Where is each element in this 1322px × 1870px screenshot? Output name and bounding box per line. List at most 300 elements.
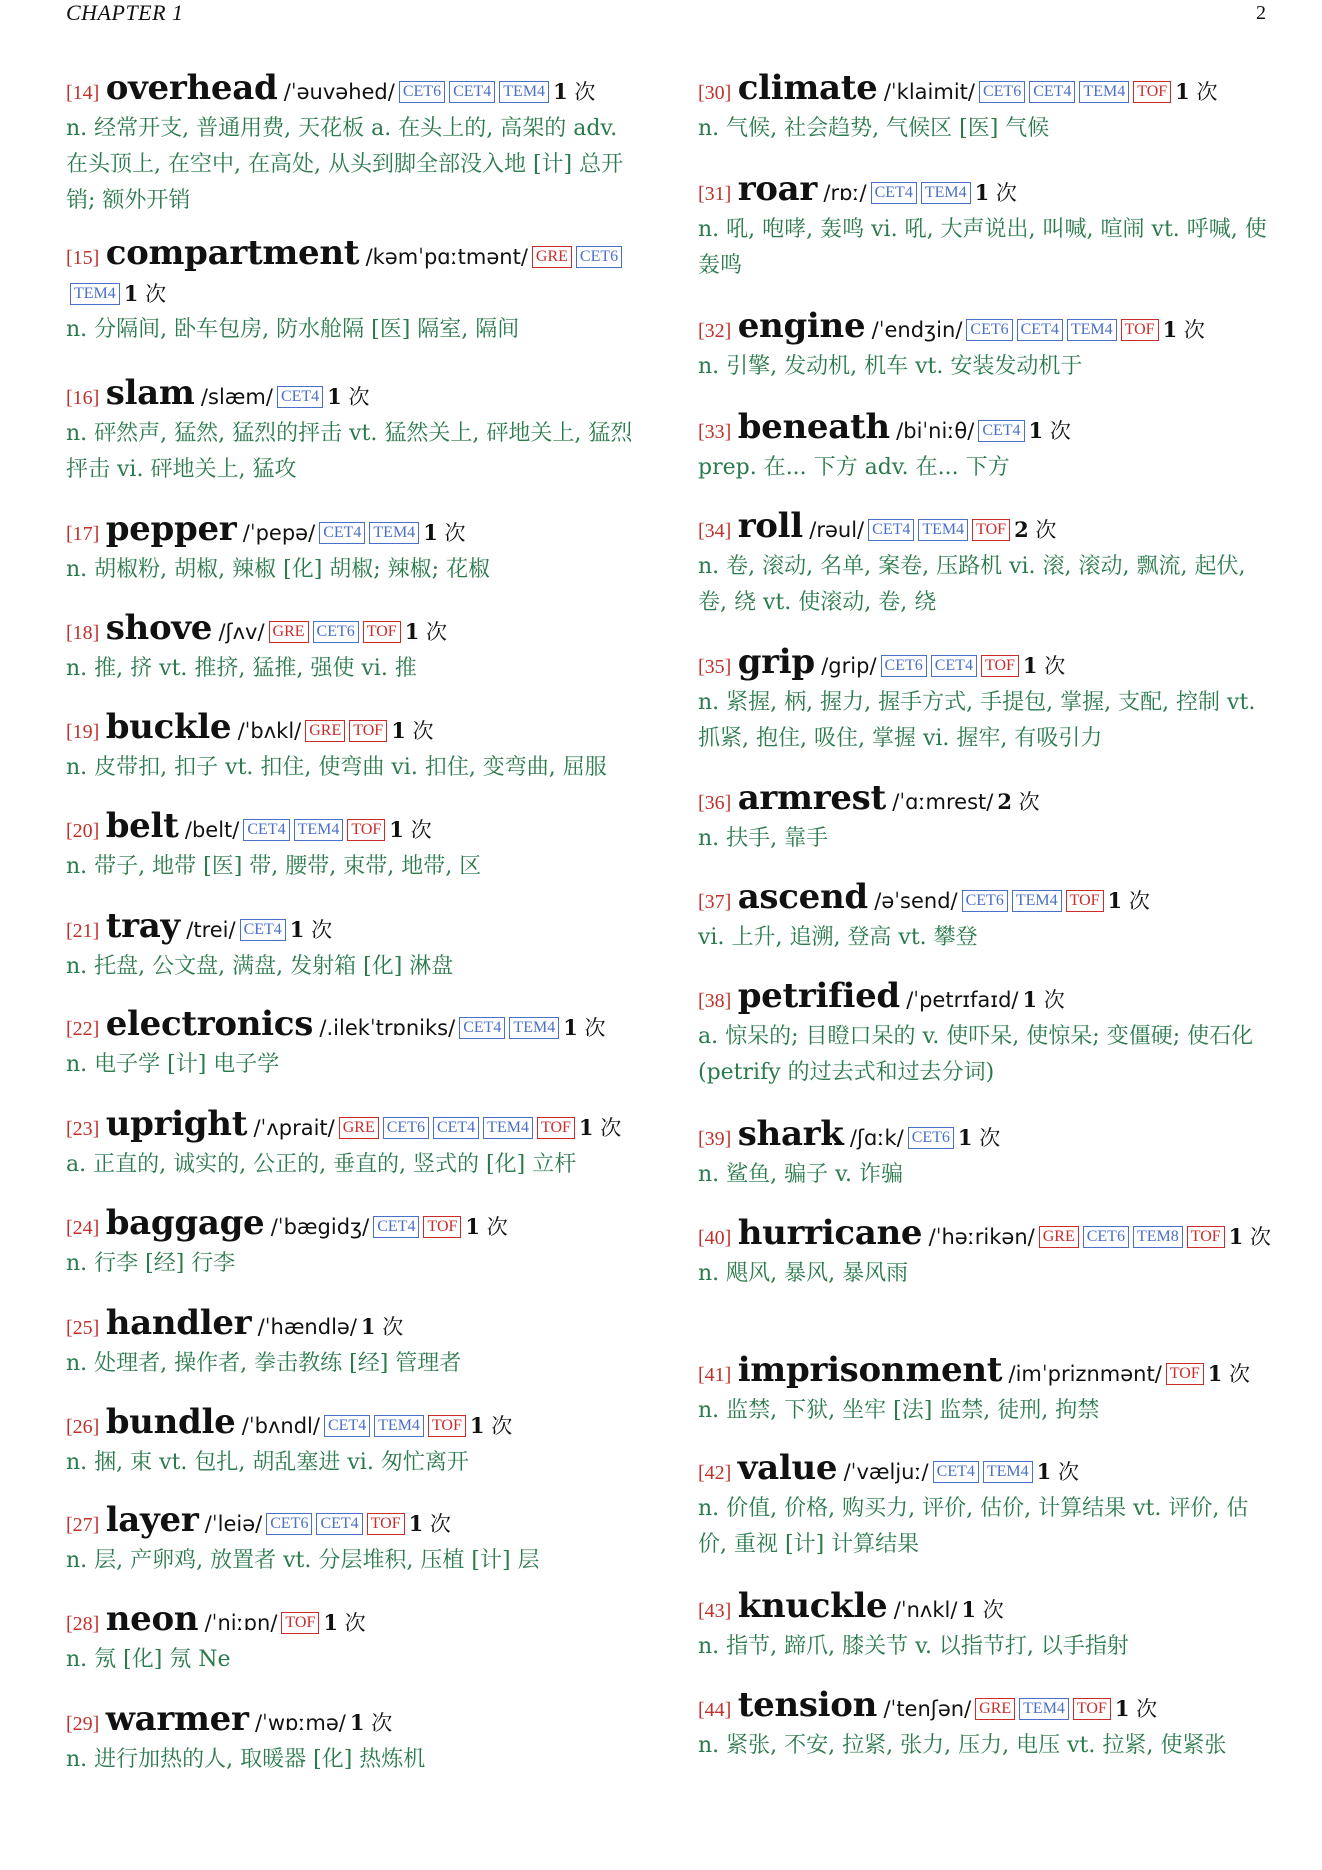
frequency-number: 1 <box>389 817 404 842</box>
frequency-number: 1 <box>408 1511 424 1536</box>
headword: imprisonment <box>737 1350 1003 1390</box>
pronunciation: /ʃɑːk/ <box>849 1126 904 1150</box>
pronunciation: /ˈnʌkl/ <box>893 1598 958 1622</box>
frequency-count <box>470 1414 512 1438</box>
headword: layer <box>105 1500 199 1540</box>
pronunciation: /rɒː/ <box>823 181 867 205</box>
frequency-unit: 次 <box>995 181 1017 205</box>
exam-tag-tem4: TEM4 <box>374 1415 424 1437</box>
entry-number: [17] <box>66 523 100 545</box>
pronunciation: /ˈbægidʒ/ <box>270 1215 370 1239</box>
frequency-count <box>350 1711 392 1735</box>
exam-tag-cet6: CET6 <box>383 1117 429 1139</box>
frequency-number: 1 <box>404 619 420 644</box>
frequency-unit: 次 <box>1229 1362 1251 1386</box>
exam-tag-cet4: CET4 <box>324 1415 370 1437</box>
exam-tag-tof: TOF <box>1166 1363 1204 1385</box>
exam-tag-cet4: CET4 <box>373 1216 419 1238</box>
entry-headline <box>698 978 1274 1019</box>
frequency-unit: 次 <box>491 1414 513 1438</box>
frequency-unit: 次 <box>426 620 448 644</box>
headword: petrified <box>737 976 900 1016</box>
frequency-unit: 次 <box>429 1512 451 1536</box>
entry-headline <box>698 171 1274 212</box>
headword: belt <box>105 806 179 846</box>
frequency-number: 1 <box>961 1597 977 1622</box>
exam-tag-cet4: CET4 <box>316 1513 362 1535</box>
dictionary-entry <box>66 1006 636 1083</box>
entry-headline <box>698 409 1274 450</box>
definition: n. 推, 挤 vt. 推挤, 猛推, 强使 vi. 推 <box>66 656 417 681</box>
frequency-unit: 次 <box>982 1598 1004 1622</box>
frequency-number: 1 <box>553 79 568 104</box>
exam-tag-gre: GRE <box>975 1698 1015 1720</box>
entry-headline <box>698 1450 1274 1491</box>
frequency-number: 1 <box>1022 653 1038 678</box>
entry-number: [19] <box>66 721 100 743</box>
pronunciation: /ˈhændlə/ <box>257 1315 357 1339</box>
dictionary-entry <box>698 1450 1274 1563</box>
pronunciation: /ˈʌprait/ <box>253 1116 335 1140</box>
exam-tag-cet6: CET6 <box>962 890 1008 912</box>
headword: grip <box>737 642 815 682</box>
frequency-count <box>1014 518 1056 542</box>
dictionary-entry <box>66 235 636 348</box>
frequency-number: 1 <box>1114 1696 1130 1721</box>
definition: n. 经常开支, 普通用费, 天花板 a. 在头上的, 高架的 adv. 在头顶上, 在空中, 在高处, 从头到脚全部没入地 [计] 总开销; 额外开销 <box>66 116 624 213</box>
frequency-number: 1 <box>323 1610 338 1635</box>
frequency-unit: 次 <box>382 1315 404 1339</box>
chapter-title: CHAPTER 1 <box>66 0 184 25</box>
entry-number: [44] <box>698 1699 732 1721</box>
headword: upright <box>105 1104 248 1144</box>
pronunciation: /ˈbʌkl/ <box>237 719 302 743</box>
frequency-number: 1 <box>1228 1224 1244 1249</box>
definition: n. 进行加热的人, 取暖器 [化] 热炼机 <box>66 1747 426 1772</box>
dictionary-entry <box>66 1305 636 1382</box>
headword: handler <box>105 1303 252 1343</box>
frequency-count <box>389 818 431 842</box>
frequency-unit: 次 <box>311 918 333 942</box>
definition: n. 紧握, 柄, 握力, 握手方式, 手提包, 掌握, 支配, 控制 vt. 抓紧, 抱住, 吸住, 掌握 vi. 握牢, 有吸引力 <box>698 690 1256 751</box>
exam-tag-cet4: CET4 <box>449 81 495 103</box>
frequency-number: 1 <box>123 281 139 306</box>
exam-tag-tof: TOF <box>1133 81 1171 103</box>
exam-tag-tem4: TEM4 <box>1079 81 1129 103</box>
entry-headline <box>66 375 636 416</box>
headword: tray <box>105 906 180 946</box>
dictionary-entry <box>66 808 636 885</box>
frequency-count <box>958 1126 1000 1150</box>
frequency-number: 1 <box>1022 987 1038 1012</box>
definition: n. 指节, 蹄爪, 膝关节 v. 以指节打, 以手指射 <box>698 1634 1129 1659</box>
entry-headline <box>66 1701 636 1742</box>
exam-tag-cet6: CET6 <box>266 1513 312 1535</box>
definition: n. 氖 [化] 氖 Ne <box>66 1647 231 1672</box>
entry-headline <box>66 511 636 552</box>
definition: n. 卷, 滚动, 名单, 案卷, 压路机 vi. 滚, 滚动, 飘流, 起伏, 卷, 绕 vt. 使滚动, 卷, 绕 <box>698 554 1246 615</box>
pronunciation: /ˈəuvəhed/ <box>283 80 395 104</box>
frequency-number: 1 <box>974 180 990 205</box>
entry-number: [36] <box>698 792 732 814</box>
entry-headline <box>66 610 636 651</box>
frequency-count <box>961 1598 1003 1622</box>
definition: n. 带子, 地带 [医] 带, 腰带, 束带, 地带, 区 <box>66 854 482 879</box>
headword: overhead <box>105 68 278 108</box>
frequency-count <box>1029 419 1071 443</box>
frequency-unit: 次 <box>410 818 432 842</box>
frequency-count <box>1022 988 1064 1012</box>
exam-tag-cet4: CET4 <box>1017 319 1063 341</box>
headword: armrest <box>737 778 886 818</box>
headword: buckle <box>105 707 232 747</box>
headword: value <box>737 1448 838 1488</box>
headword: roar <box>737 169 818 209</box>
dictionary-entry <box>698 1116 1274 1193</box>
frequency-number: 1 <box>1036 1459 1052 1484</box>
entry-number: [29] <box>66 1713 100 1735</box>
entry-number: [24] <box>66 1217 100 1239</box>
page-number: 2 <box>1256 2 1266 24</box>
frequency-unit: 次 <box>486 1215 508 1239</box>
pronunciation: /ˈbʌndl/ <box>241 1414 320 1438</box>
definition: n. 吼, 咆哮, 轰鸣 vi. 吼, 大声说出, 叫喊, 喧闹 vt. 呼喊, 使轰鸣 <box>698 217 1267 278</box>
exam-tag-cet6: CET6 <box>979 81 1025 103</box>
frequency-count <box>405 620 447 644</box>
frequency-unit: 次 <box>444 521 466 545</box>
frequency-number: 1 <box>327 384 342 409</box>
exam-tag-cet6: CET6 <box>399 81 445 103</box>
entry-number: [30] <box>698 82 732 104</box>
pronunciation: /ˈpepə/ <box>242 521 316 545</box>
exam-tag-cet4: CET4 <box>433 1117 479 1139</box>
exam-tag-tof: TOF <box>347 819 385 841</box>
dictionary-entry <box>66 1106 636 1183</box>
pronunciation: /slæm/ <box>200 385 273 409</box>
definition: n. 价值, 价格, 购买力, 评价, 估价, 计算结果 vt. 评价, 估价, 重视 [计] 计算结果 <box>698 1496 1249 1557</box>
frequency-count <box>1108 889 1150 913</box>
frequency-unit: 次 <box>1035 518 1057 542</box>
frequency-unit: 次 <box>1057 1460 1079 1484</box>
frequency-unit: 次 <box>1128 889 1150 913</box>
entry-headline <box>698 70 1274 111</box>
exam-tag-tem4: TEM4 <box>294 819 344 841</box>
exam-tag-gre: GRE <box>532 246 572 268</box>
frequency-number: 1 <box>465 1214 481 1239</box>
exam-tag-tof: TOF <box>981 655 1019 677</box>
headword: warmer <box>105 1699 249 1739</box>
dictionary-entry <box>66 1601 636 1678</box>
frequency-count <box>1163 318 1205 342</box>
headword: ascend <box>737 877 868 917</box>
exam-tag-cet4: CET4 <box>978 420 1024 442</box>
entry-headline <box>698 1116 1274 1157</box>
frequency-unit: 次 <box>412 719 434 743</box>
exam-tag-tof: TOF <box>281 1612 319 1634</box>
exam-tag-tof: TOF <box>1187 1226 1225 1248</box>
pronunciation: /ˈendʒin/ <box>871 318 963 342</box>
exam-tag-gre: GRE <box>269 621 309 643</box>
headword: compartment <box>105 233 360 273</box>
entry-number: [27] <box>66 1514 100 1536</box>
dictionary-entry <box>698 409 1274 486</box>
frequency-number: 1 <box>957 1125 973 1150</box>
headword: climate <box>737 68 878 108</box>
dictionary-entry <box>66 511 636 588</box>
frequency-count <box>1229 1225 1271 1249</box>
entry-headline <box>66 1205 636 1246</box>
headword: roll <box>737 506 803 546</box>
frequency-unit: 次 <box>1044 654 1066 678</box>
entry-headline <box>698 1215 1274 1256</box>
entry-headline <box>698 1352 1274 1393</box>
dictionary-entry <box>698 1687 1274 1764</box>
frequency-unit: 次 <box>1043 988 1065 1012</box>
exam-tag-cet4: CET4 <box>933 1461 979 1483</box>
exam-tag-tem4: TEM4 <box>918 519 968 541</box>
frequency-count <box>1037 1460 1079 1484</box>
frequency-count <box>409 1512 451 1536</box>
exam-tag-cet4: CET4 <box>277 386 323 408</box>
exam-tag-tof: TOF <box>1073 1698 1111 1720</box>
exam-tag-cet4: CET4 <box>240 919 286 941</box>
exam-tag-tem4: TEM4 <box>1012 890 1062 912</box>
entry-number: [35] <box>698 656 732 678</box>
frequency-number: 1 <box>578 1115 594 1140</box>
pronunciation: /ʃʌv/ <box>218 620 265 644</box>
entry-headline <box>66 1106 636 1147</box>
exam-tag-cet6: CET6 <box>313 621 359 643</box>
frequency-unit: 次 <box>348 385 370 409</box>
headword: slam <box>105 373 195 413</box>
dictionary-entry <box>698 508 1274 621</box>
frequency-count <box>361 1315 403 1339</box>
entry-headline <box>66 1006 636 1047</box>
dictionary-entry <box>698 70 1274 147</box>
entry-number: [34] <box>698 520 732 542</box>
frequency-number: 1 <box>1207 1361 1223 1386</box>
frequency-number: 1 <box>360 1314 376 1339</box>
entry-headline <box>698 308 1274 349</box>
frequency-unit: 次 <box>1249 1225 1271 1249</box>
definition: n. 捆, 束 vt. 包扎, 胡乱塞进 vi. 匆忙离开 <box>66 1450 469 1475</box>
definition: prep. 在... 下方 adv. 在... 下方 <box>698 455 1010 480</box>
headword: electronics <box>105 1004 314 1044</box>
exam-tag-tem8: TEM8 <box>1133 1226 1183 1248</box>
page-header <box>66 0 1266 32</box>
pronunciation: /ˈɑːmrest/ <box>892 790 994 814</box>
exam-tag-tem4: TEM4 <box>1019 1698 1069 1720</box>
entry-number: [42] <box>698 1462 732 1484</box>
entry-number: [31] <box>698 183 732 205</box>
frequency-count <box>563 1016 605 1040</box>
exam-tag-tof: TOF <box>1066 890 1104 912</box>
frequency-unit: 次 <box>371 1711 393 1735</box>
exam-tag-tof: TOF <box>537 1117 575 1139</box>
headword: bundle <box>105 1402 236 1442</box>
frequency-unit: 次 <box>1183 318 1205 342</box>
headword: knuckle <box>737 1586 888 1626</box>
exam-tag-tof: TOF <box>972 519 1010 541</box>
frequency-count <box>391 719 433 743</box>
frequency-number: 1 <box>1175 79 1190 104</box>
definition: n. 气候, 社会趋势, 气候区 [医] 气候 <box>698 116 1050 141</box>
headword: neon <box>105 1599 199 1639</box>
exam-tag-cet4: CET4 <box>459 1017 505 1039</box>
entry-number: [41] <box>698 1364 732 1386</box>
headword: baggage <box>105 1203 265 1243</box>
exam-tag-cet4: CET4 <box>931 655 977 677</box>
frequency-unit: 次 <box>145 282 167 306</box>
entry-number: [14] <box>66 82 100 104</box>
pronunciation: /rəul/ <box>809 518 865 542</box>
definition: n. 砰然声, 猛然, 猛烈的抨击 vt. 猛然关上, 砰地关上, 猛烈抨击 vi. 砰地关上, 猛攻 <box>66 421 633 482</box>
entry-number: [37] <box>698 891 732 913</box>
pronunciation: /ˈwɒːmə/ <box>254 1711 346 1735</box>
pronunciation: /ˈleiə/ <box>204 1512 263 1536</box>
exam-tag-cet6: CET6 <box>1083 1226 1129 1248</box>
entry-number: [39] <box>698 1128 732 1150</box>
entry-headline <box>66 709 636 750</box>
dictionary-entry <box>698 780 1274 857</box>
definition: n. 托盘, 公文盘, 满盘, 发射箱 [化] 淋盘 <box>66 954 454 979</box>
exam-tag-cet4: CET4 <box>871 182 917 204</box>
definition: n. 层, 产卵鸡, 放置者 vt. 分层堆积, 压植 [计] 层 <box>66 1548 540 1573</box>
frequency-number: 1 <box>349 1710 365 1735</box>
frequency-number: 1 <box>469 1413 485 1438</box>
exam-tag-cet4: CET4 <box>868 519 914 541</box>
definition: n. 分隔间, 卧车包房, 防水舱隔 [医] 隔室, 隔间 <box>66 317 520 342</box>
frequency-number: 2 <box>997 789 1012 814</box>
entry-headline <box>698 879 1274 920</box>
entry-headline <box>698 1588 1274 1629</box>
frequency-number: 1 <box>1162 317 1178 342</box>
exam-tag-tem4: TEM4 <box>369 522 419 544</box>
pronunciation: /ˈniːɒn/ <box>204 1611 278 1635</box>
exam-tag-tem4: TEM4 <box>499 81 549 103</box>
dictionary-entry <box>66 1701 636 1778</box>
frequency-count <box>579 1116 621 1140</box>
exam-tag-tof: TOF <box>1121 319 1159 341</box>
exam-tag-cet4: CET4 <box>319 522 365 544</box>
definition: n. 处理者, 操作者, 拳击教练 [经] 管理者 <box>66 1351 462 1376</box>
headword: tension <box>737 1685 878 1725</box>
exam-tag-tof: TOF <box>367 1513 405 1535</box>
frequency-count <box>1208 1362 1250 1386</box>
exam-tag-cet6: CET6 <box>881 655 927 677</box>
frequency-unit: 次 <box>344 1611 366 1635</box>
dictionary-entry <box>66 1404 636 1481</box>
dictionary-entry <box>66 908 636 985</box>
definition: n. 引擎, 发动机, 机车 vt. 安装发动机于 <box>698 354 1083 379</box>
frequency-number: 2 <box>1014 517 1029 542</box>
dictionary-entry <box>66 610 636 687</box>
exam-tag-cet6: CET6 <box>576 246 622 268</box>
headword: engine <box>737 306 866 346</box>
frequency-unit: 次 <box>600 1116 622 1140</box>
entry-headline <box>66 808 636 849</box>
frequency-number: 1 <box>563 1015 578 1040</box>
entry-number: [16] <box>66 387 100 409</box>
exam-tag-tof: TOF <box>349 720 387 742</box>
exam-tag-tem4: TEM4 <box>921 182 971 204</box>
frequency-count <box>423 521 465 545</box>
entry-number: [26] <box>66 1416 100 1438</box>
dictionary-entry <box>698 644 1274 757</box>
entry-number: [32] <box>698 320 732 342</box>
frequency-unit: 次 <box>979 1126 1001 1150</box>
headword: hurricane <box>737 1213 923 1253</box>
exam-tag-tem4: TEM4 <box>983 1461 1033 1483</box>
frequency-count <box>465 1215 507 1239</box>
frequency-count <box>1115 1697 1157 1721</box>
headword: shark <box>737 1114 844 1154</box>
entry-headline <box>66 908 636 949</box>
dictionary-entry <box>698 1352 1274 1429</box>
entry-headline <box>66 1404 636 1445</box>
pronunciation: /kəmˈpɑːtmənt/ <box>365 245 528 269</box>
dictionary-entry <box>66 375 636 488</box>
definition: n. 胡椒粉, 胡椒, 辣椒 [化] 胡椒; 辣椒; 花椒 <box>66 557 491 582</box>
pronunciation: /ˈtenʃən/ <box>883 1697 972 1721</box>
pronunciation: /grip/ <box>821 654 877 678</box>
entry-number: [33] <box>698 421 732 443</box>
entry-headline <box>698 1687 1274 1728</box>
frequency-count <box>1175 80 1217 104</box>
entry-number: [21] <box>66 920 100 942</box>
entry-headline <box>66 1502 636 1543</box>
dictionary-entry <box>66 1205 636 1282</box>
frequency-number: 1 <box>1028 418 1044 443</box>
exam-tag-cet6: CET6 <box>908 1127 954 1149</box>
entry-number: [28] <box>66 1613 100 1635</box>
definition: n. 鲨鱼, 骗子 v. 诈骗 <box>698 1162 903 1187</box>
dictionary-entry <box>66 70 636 219</box>
exam-tag-tof: TOF <box>428 1415 466 1437</box>
exam-tag-tem4: TEM4 <box>1067 319 1117 341</box>
pronunciation: /trei/ <box>186 918 236 942</box>
dictionary-entry <box>698 1215 1274 1292</box>
exam-tag-gre: GRE <box>305 720 345 742</box>
entry-headline <box>66 1305 636 1346</box>
dictionary-entry <box>66 709 636 786</box>
entry-number: [22] <box>66 1018 100 1040</box>
entry-number: [18] <box>66 622 100 644</box>
exam-tag-cet6: CET6 <box>966 319 1012 341</box>
frequency-count <box>1023 654 1065 678</box>
pronunciation: /ˈvæljuː/ <box>843 1460 929 1484</box>
frequency-number: 1 <box>391 718 406 743</box>
frequency-count <box>290 918 332 942</box>
headword: shove <box>105 608 213 648</box>
frequency-count <box>327 385 369 409</box>
entry-headline <box>698 508 1274 549</box>
exam-tag-tem4: TEM4 <box>483 1117 533 1139</box>
exam-tag-tem4: TEM4 <box>70 283 120 305</box>
entry-number: [23] <box>66 1118 100 1140</box>
pronunciation: /biˈniːθ/ <box>896 419 975 443</box>
frequency-number: 1 <box>289 917 305 942</box>
pronunciation: /ˈpetrɪfaɪd/ <box>906 988 1019 1012</box>
headword: pepper <box>105 509 237 549</box>
frequency-count <box>323 1611 365 1635</box>
pronunciation: /imˈpriznmənt/ <box>1008 1362 1162 1386</box>
frequency-unit: 次 <box>1196 80 1218 104</box>
exam-tag-cet4: CET4 <box>1029 81 1075 103</box>
pronunciation: /ˈklaimit/ <box>883 80 975 104</box>
definition: n. 监禁, 下狱, 坐牢 [法] 监禁, 徒刑, 拘禁 <box>698 1398 1100 1423</box>
dictionary-entry <box>698 171 1274 284</box>
